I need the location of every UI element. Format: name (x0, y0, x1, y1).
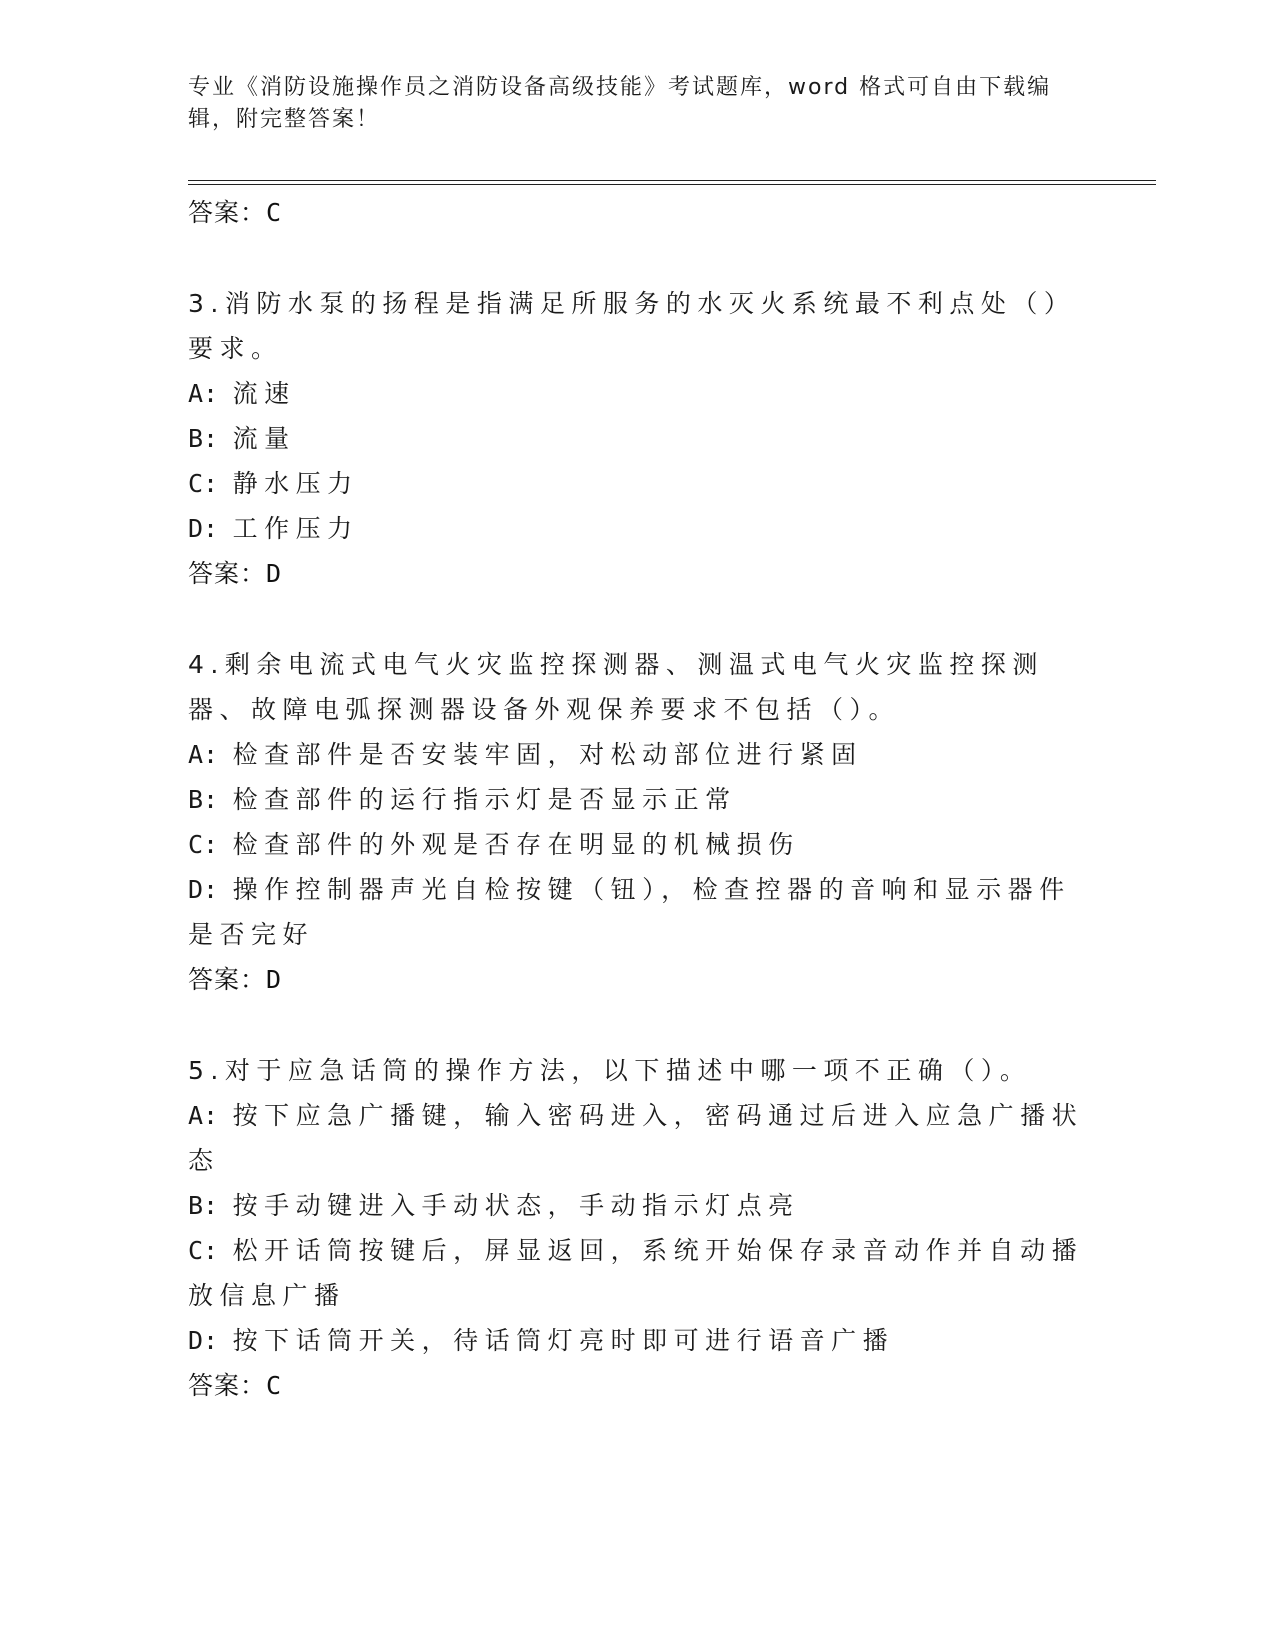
answer-label: 答案： (188, 198, 267, 227)
question-stem: 4.剩余电流式电气火灾监控探测器、测温式电气火灾监控探测器、故障电弧探测器设备外观保养要求不包括（）。 (188, 650, 1044, 724)
answer-value: D (266, 965, 283, 994)
option-key: C: (188, 469, 219, 498)
answer-value: C (266, 1371, 283, 1400)
option-text: 按手动键进入手动状态，手动指示灯点亮 (232, 1191, 800, 1220)
document-header: 专业《消防设施操作员之消防设备高级技能》考试题库，word 格式可自由下载编辑，附完整答案！ (188, 75, 1052, 132)
option-key: B: (188, 785, 219, 814)
answer-line (188, 957, 1088, 1002)
answer-line (188, 1363, 1088, 1408)
answer-label: 答案： (188, 559, 267, 588)
answer-line (188, 551, 1088, 596)
option-c (188, 1228, 1088, 1318)
option-key: A: (188, 379, 219, 408)
option-b (188, 777, 1088, 822)
option-b (188, 416, 1088, 461)
question-list (188, 190, 1088, 1408)
option-key: C: (188, 1236, 219, 1265)
answer-label: 答案： (188, 965, 267, 994)
question-item (188, 281, 1088, 596)
option-a (188, 732, 1088, 777)
answer-value: C (266, 198, 283, 227)
option-text: 操作控制器声光自检按键（钮），检查控器的音响和显示器件是否完好 (188, 875, 1071, 949)
question-item (188, 1048, 1088, 1408)
header-divider-top (188, 180, 1156, 181)
option-d (188, 506, 1088, 551)
question-item (188, 642, 1088, 1002)
option-key: B: (188, 1191, 219, 1220)
option-key: C: (188, 830, 219, 859)
option-text: 松开话筒按键后，屏显返回，系统开始保存录音动作并自动播放信息广播 (188, 1236, 1084, 1310)
question-stem: 3.消防水泵的扬程是指满足所服务的水灭火系统最不利点处（）要求。 (188, 289, 1076, 363)
option-key: A: (188, 1101, 219, 1130)
option-key: B: (188, 424, 219, 453)
option-d (188, 867, 1088, 957)
option-text: 静水压力 (232, 469, 359, 498)
option-c (188, 822, 1088, 867)
option-d (188, 1318, 1088, 1363)
option-text: 流量 (232, 424, 296, 453)
answer-line (188, 190, 1088, 235)
option-key: D: (188, 514, 219, 543)
option-key: D: (188, 875, 219, 904)
option-a (188, 1093, 1088, 1183)
option-b (188, 1183, 1088, 1228)
answer-label: 答案： (188, 1371, 267, 1400)
option-a (188, 371, 1088, 416)
option-text: 工作压力 (232, 514, 359, 543)
option-text: 按下话筒开关，待话筒灯亮时即可进行语音广播 (232, 1326, 895, 1355)
option-text: 检查部件的外观是否存在明显的机械损伤 (232, 830, 800, 859)
option-key: D: (188, 1326, 219, 1355)
question-stem: 5.对于应急话筒的操作方法，以下描述中哪一项不正确（）。 (188, 1056, 1032, 1085)
option-key: A: (188, 740, 219, 769)
option-c (188, 461, 1088, 506)
option-text: 按下应急广播键，输入密码进入，密码通过后进入应急广播状态 (188, 1101, 1084, 1175)
answer-value: D (266, 559, 283, 588)
option-text: 检查部件是否安装牢固，对松动部位进行紧固 (232, 740, 863, 769)
option-text: 流速 (232, 379, 296, 408)
header-divider-bottom (188, 184, 1156, 185)
option-text: 检查部件的运行指示灯是否显示正常 (232, 785, 737, 814)
